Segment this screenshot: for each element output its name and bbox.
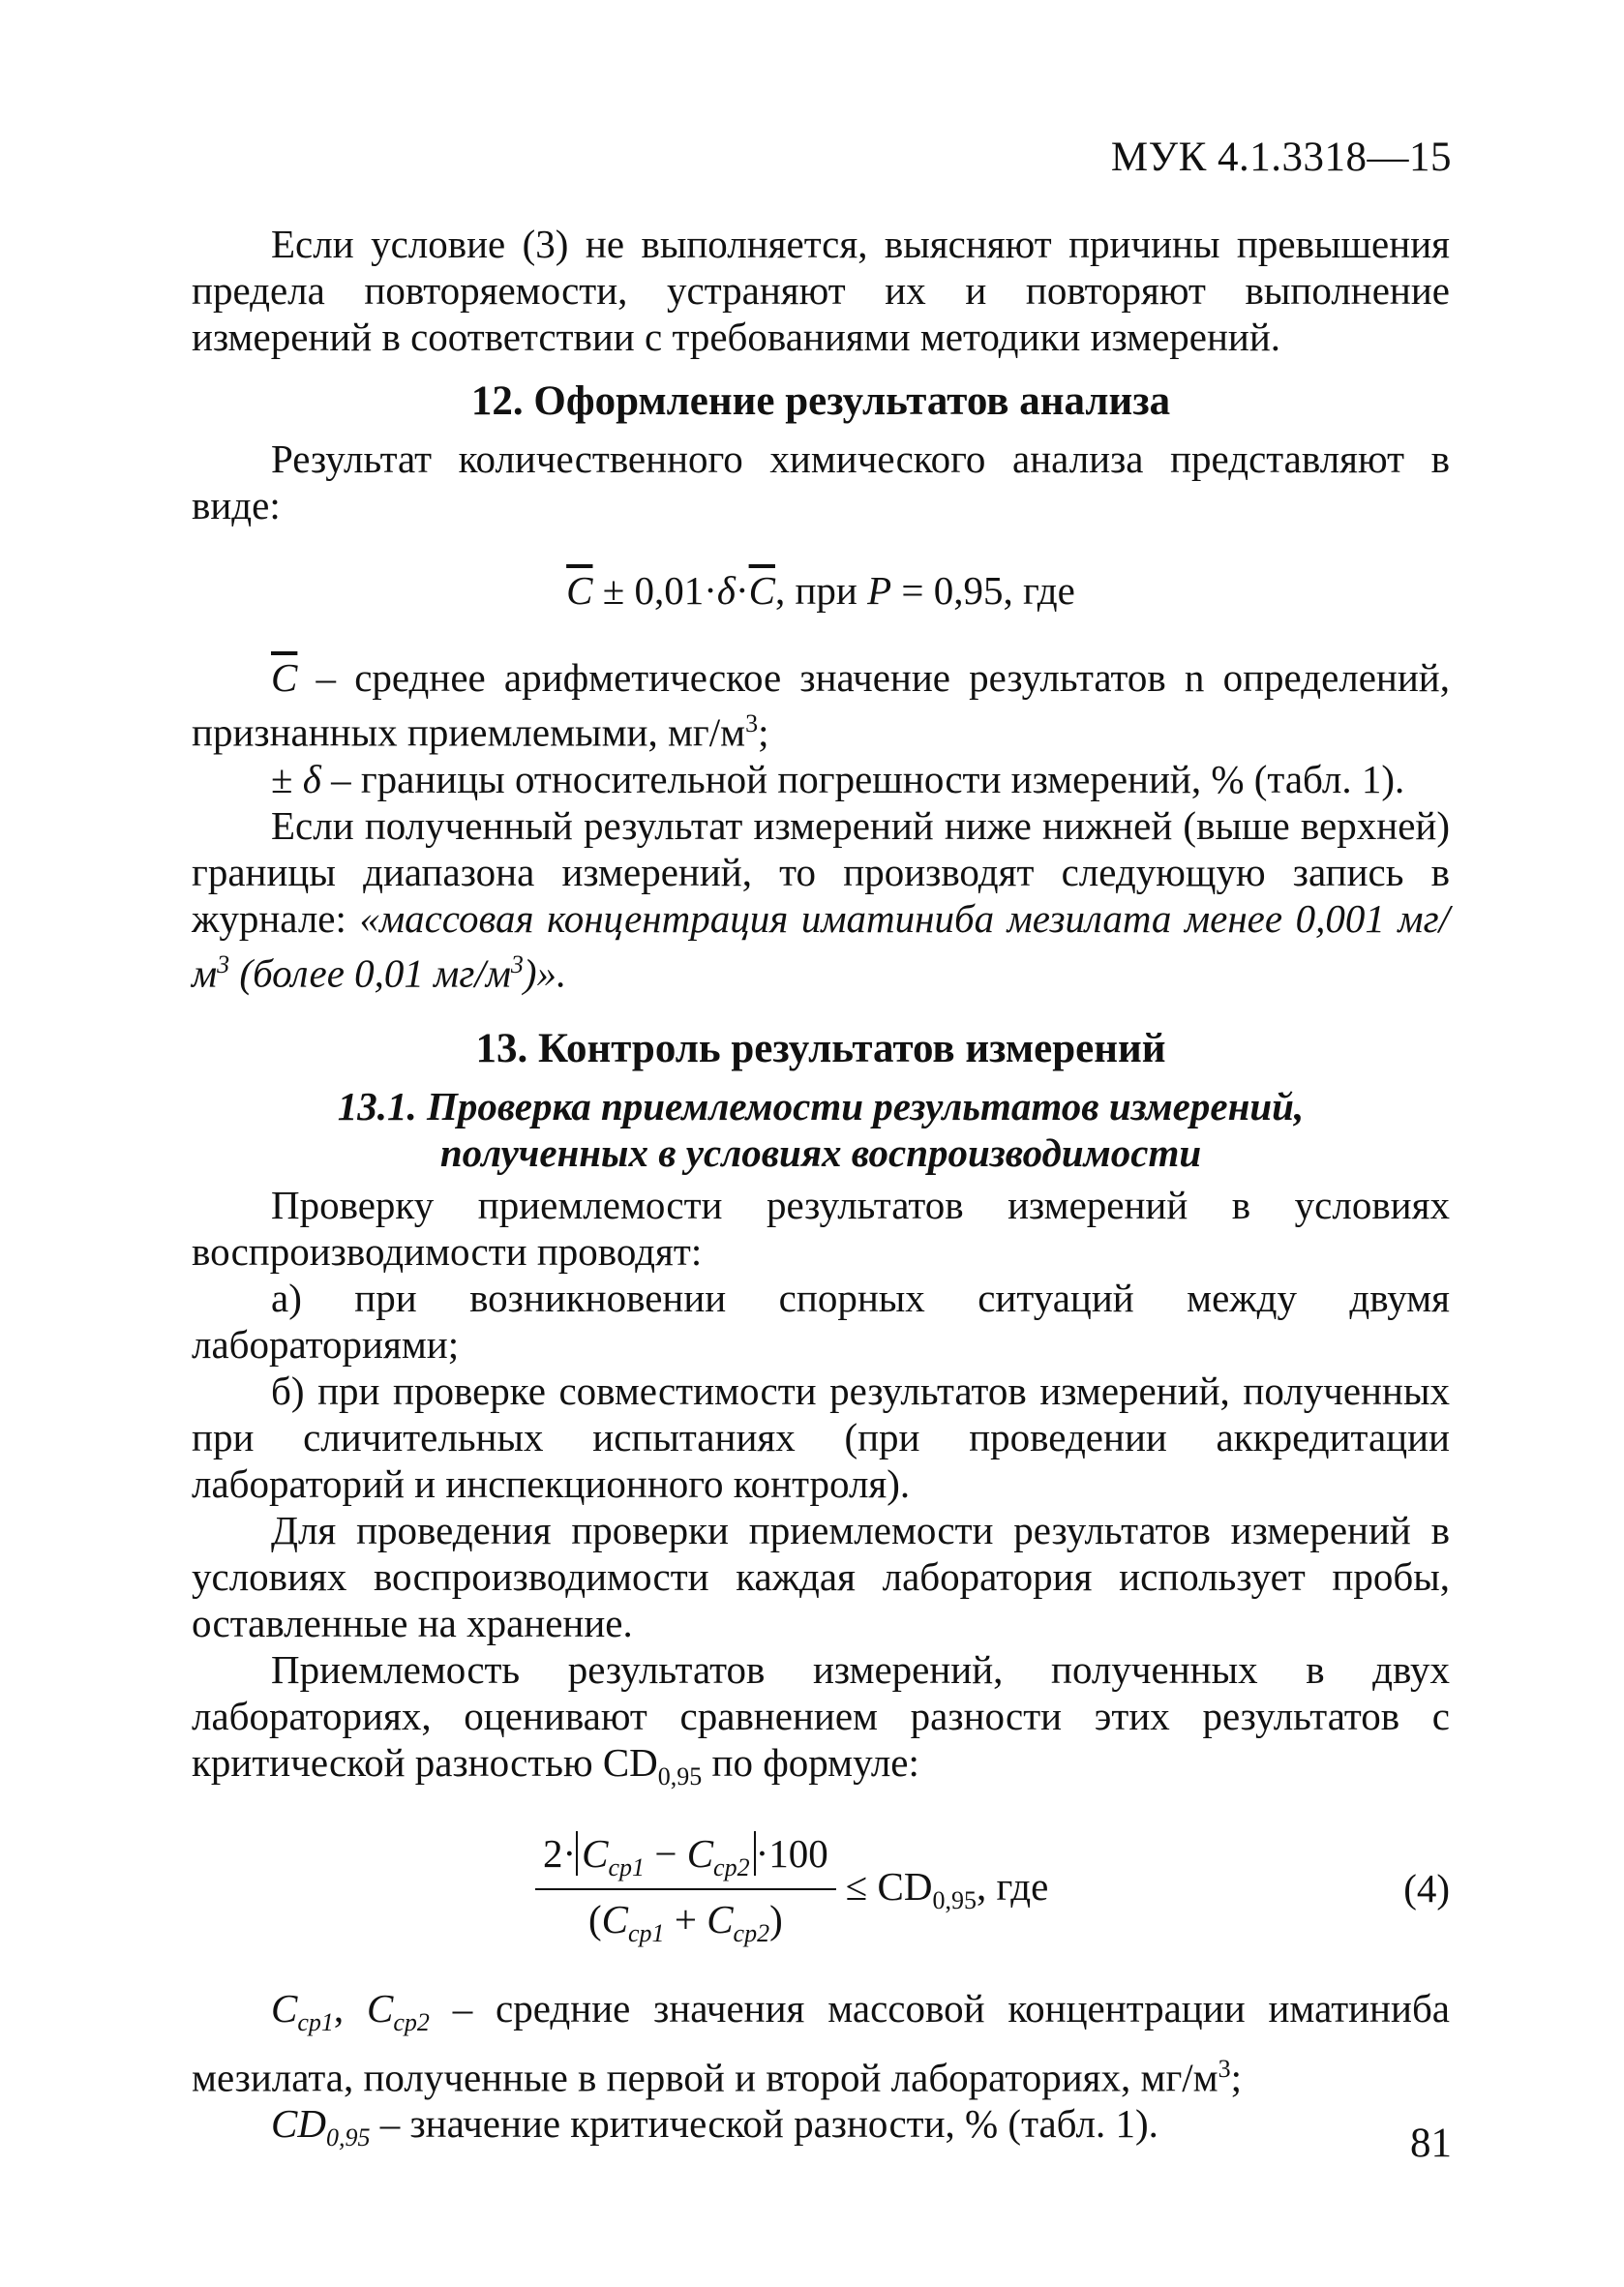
page-number: 81 <box>1410 2121 1452 2166</box>
formula-cond: , при <box>774 568 868 613</box>
definition-c-cp: $C_{cp1}$, $C_{cp2}$ – средние значения массовой концентрации иматиниба мезилата, полученные в первой и второй лабораториях, $мг/м^3$; <box>192 1985 1451 2100</box>
section-12-intro: Результат количественного химического анализа представляют в виде: <box>192 436 1450 527</box>
section-12-title: 12. Оформление результатов анализа <box>470 378 1171 424</box>
equation-numerator: $2\cdot C_{cp1} - C_{cp2} \cdot 100$ <box>535 1830 836 1890</box>
formula-c-mean-2: $\overline{C}$ <box>748 568 775 613</box>
list-item-a: а) при возникновении спорных ситуаций между двумя лабораториями; <box>192 1276 1450 1368</box>
equation-fraction <box>535 1830 1048 1948</box>
paragraph-samples: Для проведения проверки приемлемости результатов измерений в условиях воспроизводимости каждая лаборатория использует пробы, оставленные на хранение. <box>192 1508 1450 1646</box>
equation-number: (4) <box>1403 1865 1450 1911</box>
formula-pm: ± 0,01· <box>592 568 717 613</box>
formula-delta: δ <box>716 568 736 613</box>
definition-c-mean: $\overline{C}$ – среднее арифметическое значение результатов n определений, признанных приемлемыми, $мг/м^3$; <box>192 655 1450 755</box>
document-code: МУК 4.1.3318—15 <box>1110 135 1452 180</box>
equation-comparison: ≤ $CD_{0,95}$, где <box>845 1863 1049 1914</box>
result-formula <box>192 567 1450 614</box>
formula-c-mean: $\overline{C}$ <box>566 568 593 613</box>
section-13-title: 13. Контроль результатов измерений <box>475 1026 1166 1072</box>
page-content <box>192 221 1450 2162</box>
formula-dot: · <box>735 568 749 613</box>
paragraph-check-reproducibility: Проверку приемлемости результатов измерений в условиях воспроизводимости проводят: <box>192 1183 1450 1275</box>
paragraph-out-of-range: Если полученный результат измерений ниже нижней (выше верхней) границы диапазона измерений, то производят следующую запись в журнале: «массовая концентрация иматиниба мезилата менее 0,001 $мг/м^3$ (более 0,01 $мг/м^3$)». <box>192 802 1450 996</box>
definition-delta: ± δ – границы относительной погрешности измерений, % (табл. 1). <box>271 756 1405 801</box>
equation-4 <box>192 1830 1450 1956</box>
equation-denominator: $(C_{cp1} + C_{cp2})$ <box>588 1896 783 1947</box>
list-item-b: б) при проверке совместимости результатов измерений, полученных при сличительных испытаниях (при проведении аккредитации лабораторий и инспекционного контроля). <box>192 1369 1450 1507</box>
paragraph-condition: Если условие (3) не выполняется, выясняют причины превышения предела повторяемости, устраняют их и повторяют выполнение измерений в соответствии с требованиями методики измерений. <box>192 222 1450 359</box>
definition-cd: $CD_{0,95}$ – значение критической разности, % (табл. 1). <box>271 2101 1158 2152</box>
formula-pval: = 0,95, где <box>891 568 1075 613</box>
subsection-13-1-title: 13.1. Проверка приемлемости результатов измерений, полученных в условиях воспроизводимости <box>337 1084 1305 1176</box>
paragraph-acceptability: Приемлемость результатов измерений, полученных в двух лабораториях, оценивают сравнением разности этих результатов с критической разностью $CD_{0,95}$ по формуле: <box>192 1647 1450 1791</box>
formula-p: P <box>867 568 892 613</box>
